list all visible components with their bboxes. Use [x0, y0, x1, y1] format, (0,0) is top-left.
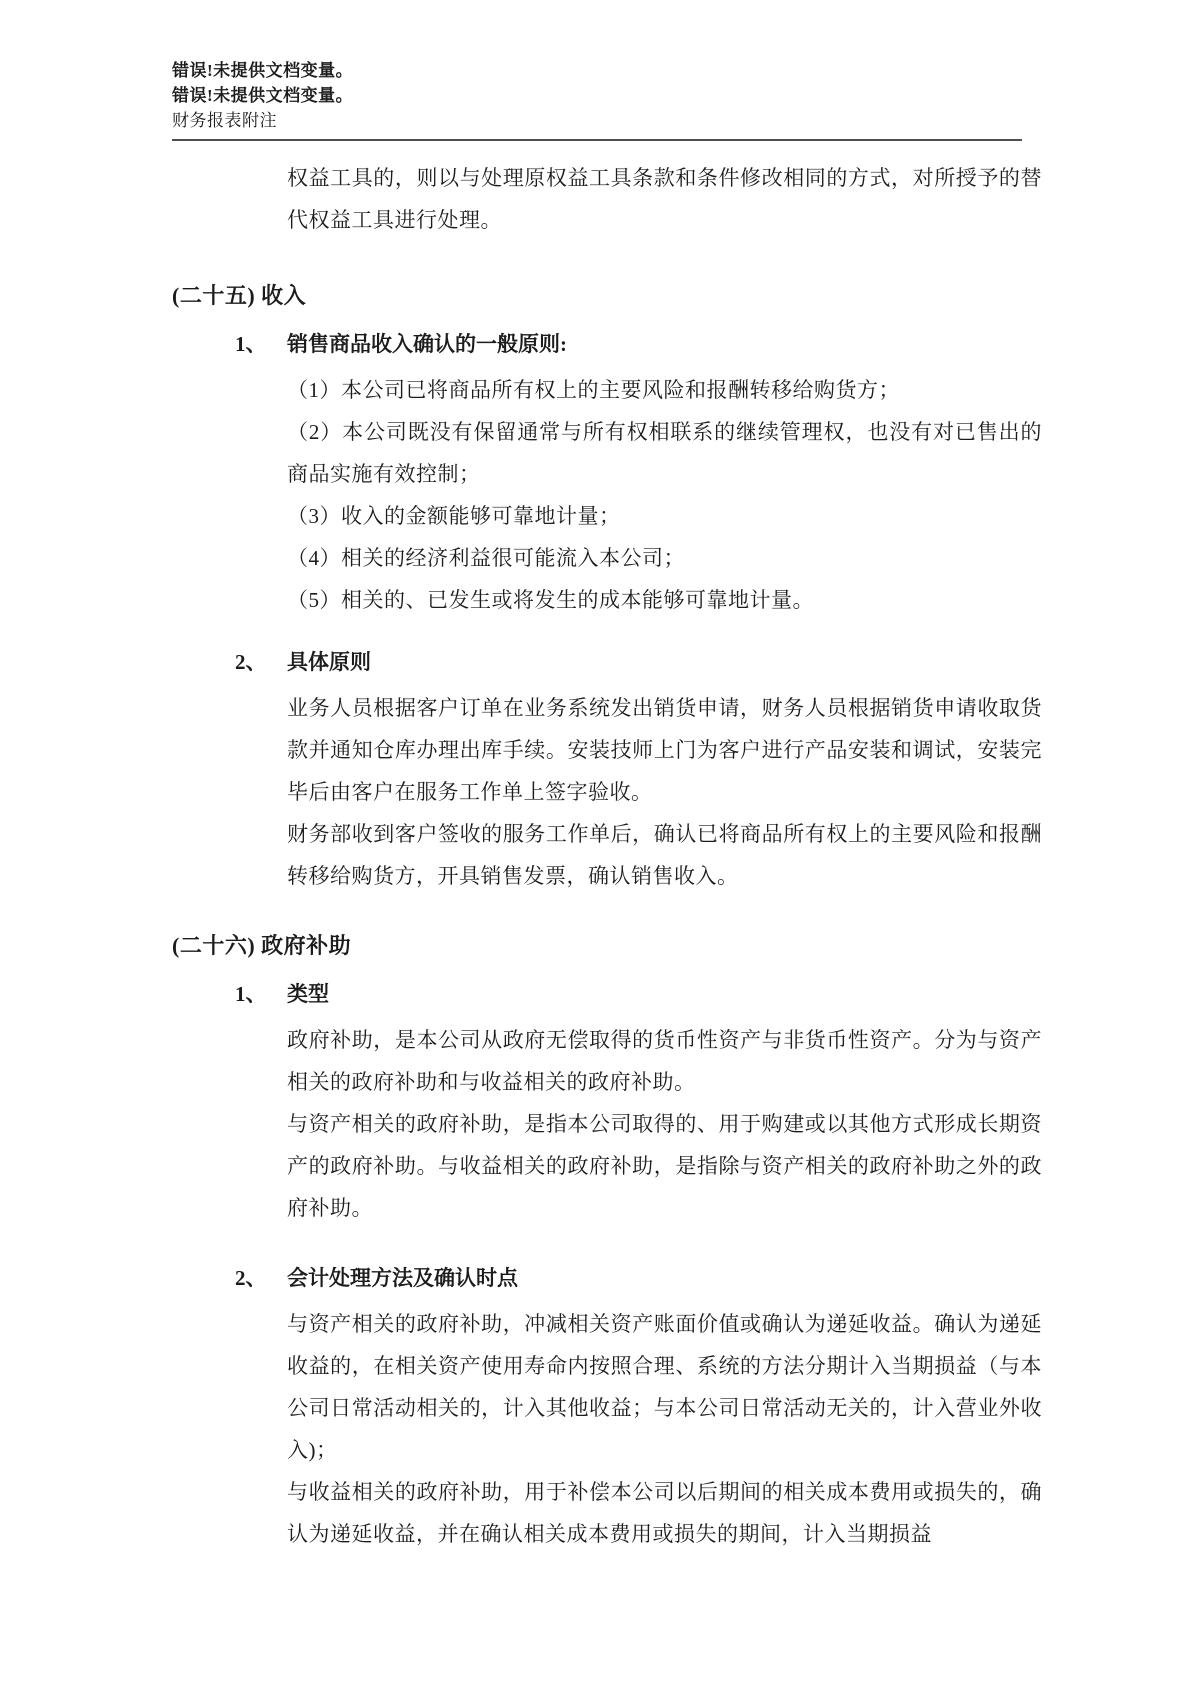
- item-number: 2、: [235, 1266, 267, 1290]
- item-head-grant-types: [235, 979, 1042, 1009]
- list-item: （1）本公司已将商品所有权上的主要风险和报酬转移给购货方；: [287, 378, 900, 402]
- item-number: 1、: [235, 982, 267, 1006]
- item-number: 1、: [235, 332, 267, 356]
- item-title: 销售商品收入确认的一般原则:: [287, 332, 567, 356]
- header-error-line-2: 错误!未提供文档变量。: [172, 86, 354, 105]
- item-number: 2、: [235, 650, 267, 674]
- paragraph-equity-instruments: 权益工具的，则以与处理原权益工具条款和条件修改相同的方式，对所授予的替代权益工具进行处理。: [287, 166, 1042, 232]
- item-title: 具体原则: [287, 650, 371, 674]
- list-item: （4）相关的经济利益很可能流入本公司；: [287, 546, 685, 570]
- item-title: 类型: [287, 982, 329, 1006]
- page-header: [172, 58, 1022, 141]
- paragraph: 政府补助，是本公司从政府无偿取得的货币性资产与非货币性资产。分为与资产相关的政府补助和与收益相关的政府补助。: [287, 1028, 1042, 1094]
- list-item: （3）收入的金额能够可靠地计量；: [287, 504, 621, 528]
- item-body-grant-types: [287, 1019, 1042, 1229]
- paragraph: 与收益相关的政府补助，用于补偿本公司以后期间的相关成本费用或损失的，确认为递延收益，并在确认相关成本费用或损失的期间，计入当期损益: [287, 1480, 1042, 1546]
- item-head-revenue-specific-principles: [235, 647, 1042, 677]
- document-body: [172, 157, 1042, 1555]
- item-body-grant-accounting: [287, 1303, 1042, 1555]
- item-body-revenue-specific-principles: [287, 687, 1042, 897]
- paragraph: 业务人员根据客户订单在业务系统发出销货申请，财务人员根据销货申请收取货款并通知仓库办理出库手续。安装技师上门为客户进行产品安装和调试，安装完毕后由客户在服务工作单上签字验收。: [287, 696, 1042, 804]
- item-head-grant-accounting: [235, 1263, 1042, 1293]
- list-item: （2）本公司既没有保留通常与所有权相联系的继续管理权，也没有对已售出的商品实施有效控制；: [287, 420, 1042, 486]
- section-title-revenue: (二十五) 收入: [172, 283, 307, 308]
- paragraph: 与资产相关的政府补助，是指本公司取得的、用于购建或以其他方式形成长期资产的政府补助。与收益相关的政府补助，是指除与资产相关的政府补助之外的政府补助。: [287, 1112, 1042, 1220]
- section-title-government-grants: (二十六) 政府补助: [172, 933, 352, 958]
- list-item: （5）相关的、已发生或将发生的成本能够可靠地计量。: [287, 588, 814, 612]
- item-title: 会计处理方法及确认时点: [287, 1266, 518, 1290]
- header-error-line-1: 错误!未提供文档变量。: [172, 61, 354, 80]
- header-doc-title: 财务报表附注: [172, 111, 277, 130]
- paragraph: 财务部收到客户签收的服务工作单后，确认已将商品所有权上的主要风险和报酬转移给购货方，开具销售发票，确认销售收入。: [287, 822, 1042, 888]
- item-body-revenue-general-principles: [287, 369, 1042, 621]
- item-head-revenue-general-principles: [235, 329, 1042, 359]
- paragraph: 与资产相关的政府补助，冲减相关资产账面价值或确认为递延收益。确认为递延收益的，在相关资产使用寿命内按照合理、系统的方法分期计入当期损益（与本公司日常活动相关的，计入其他收益；与本公司日常活动无关的，计入营业外收入)；: [287, 1312, 1042, 1462]
